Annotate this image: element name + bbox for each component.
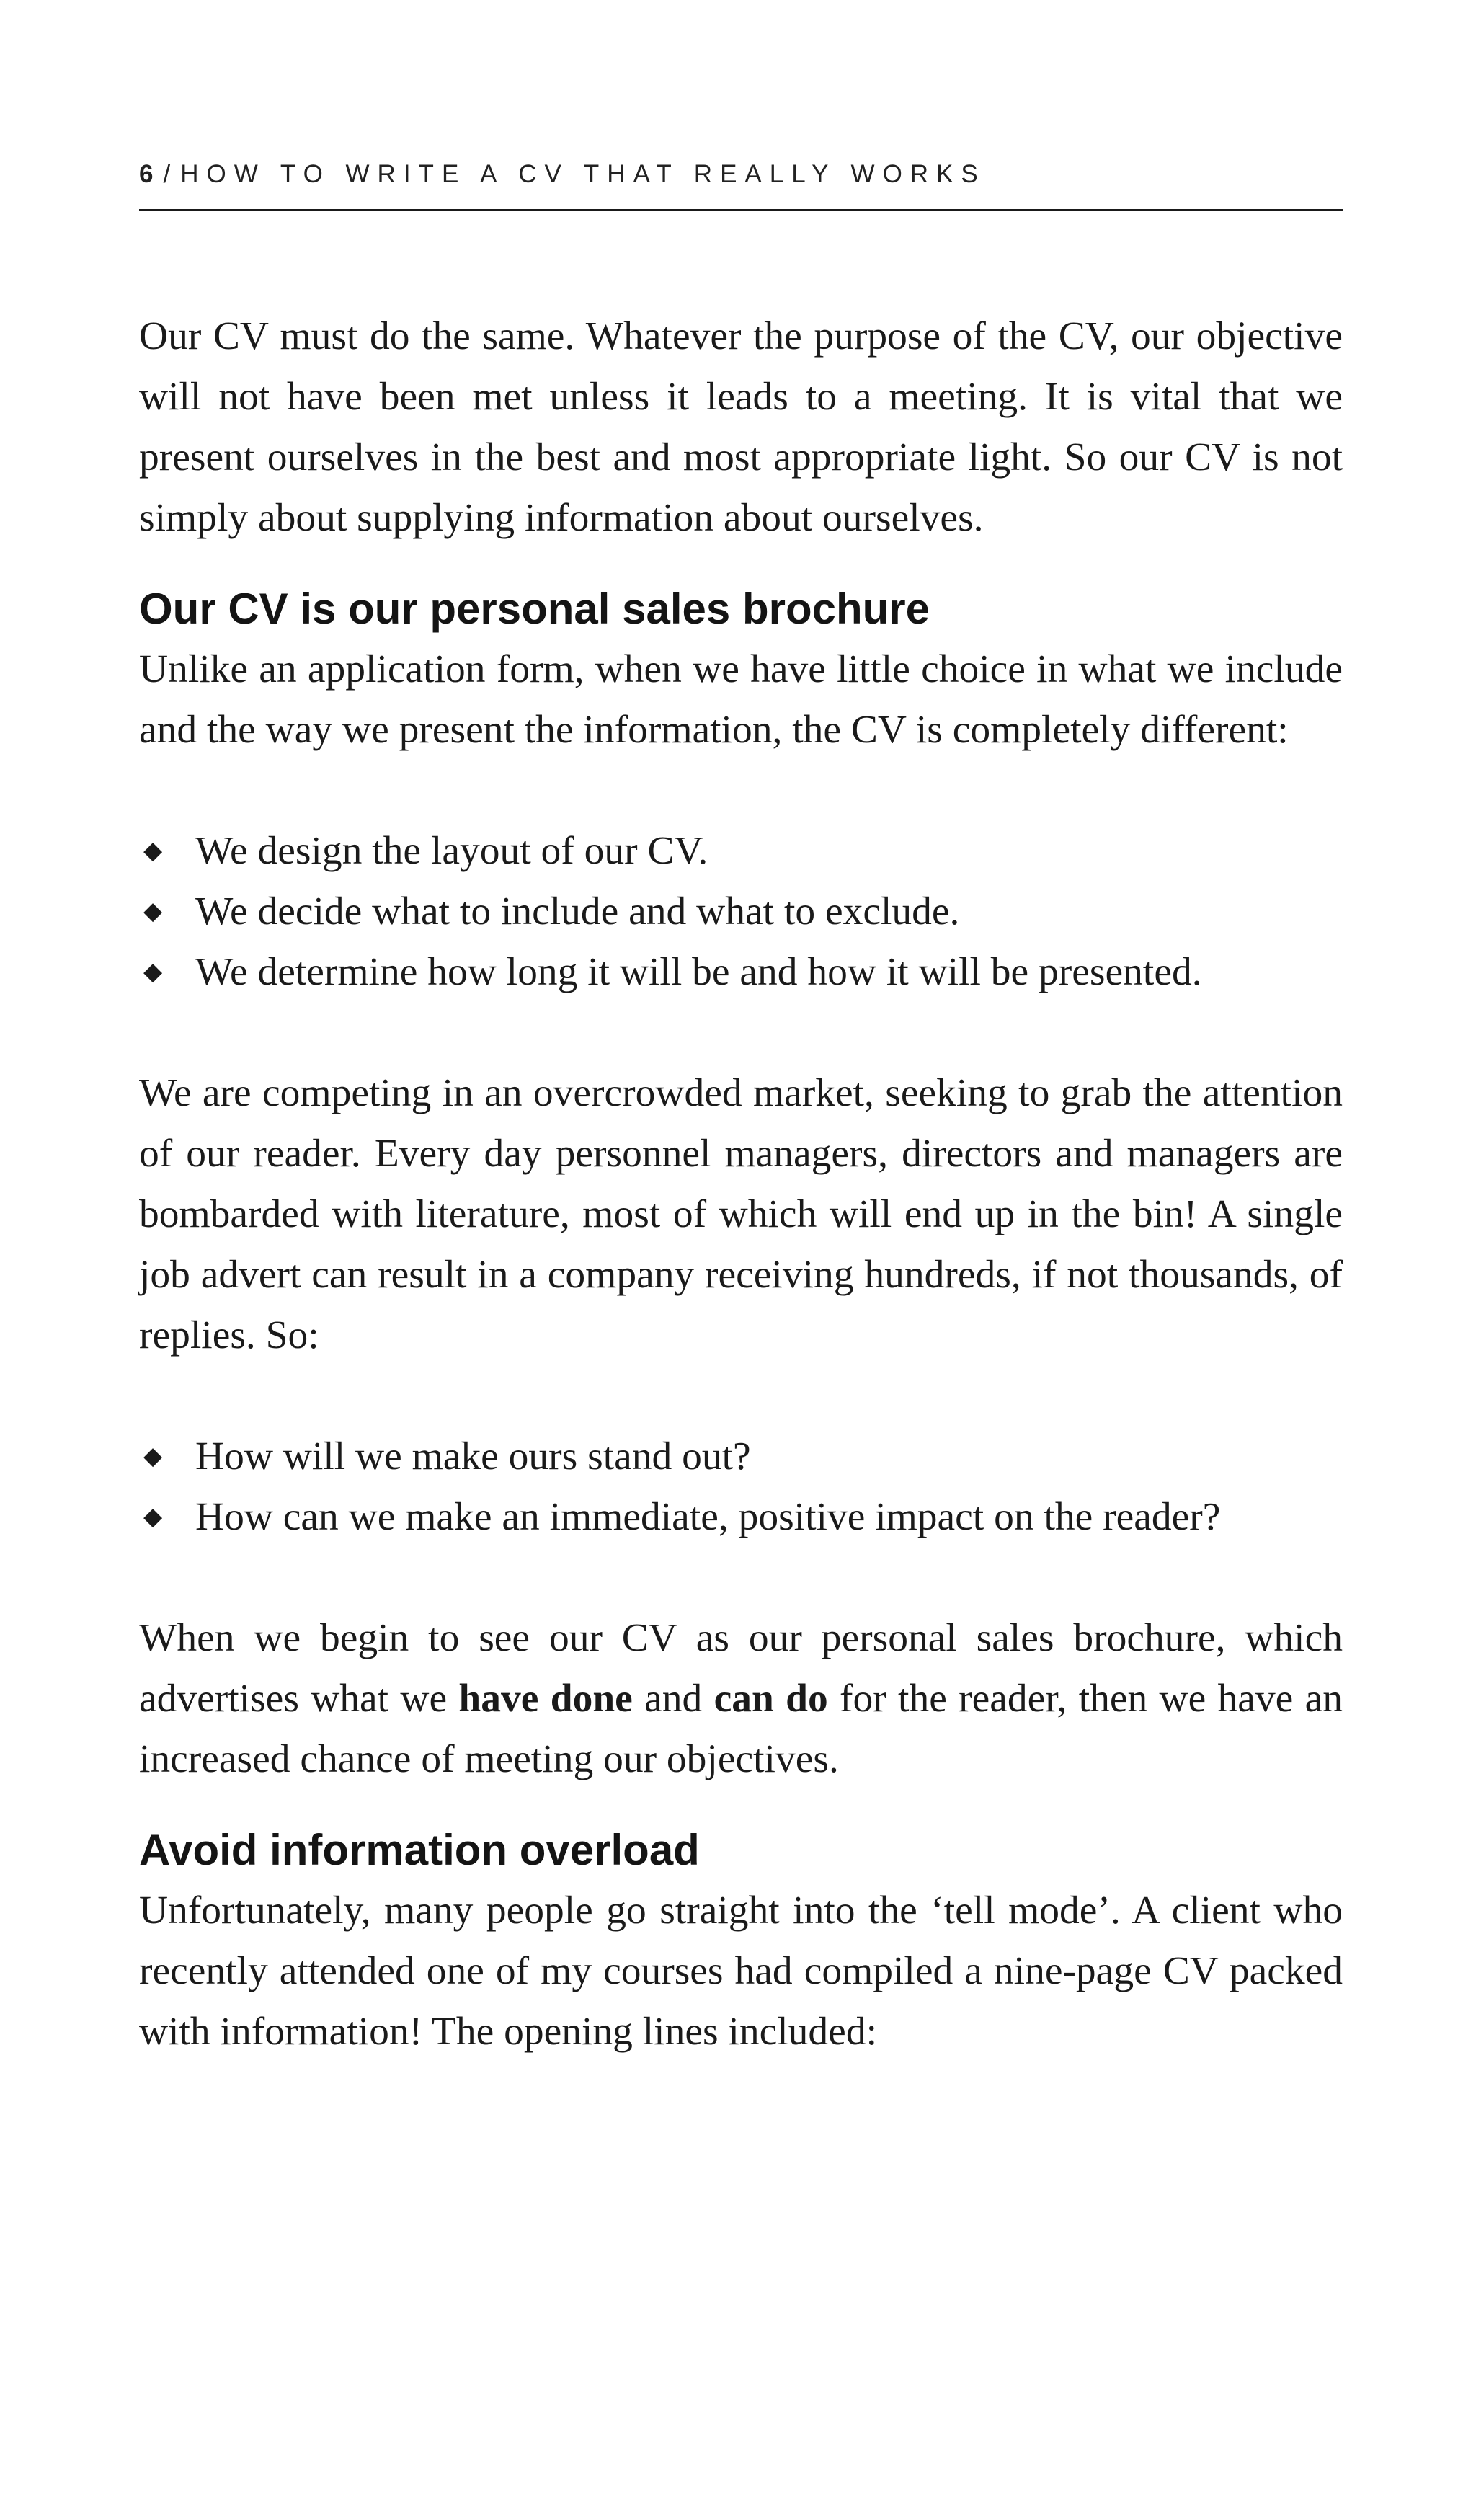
header-separator: / <box>163 160 171 188</box>
heading-overload: Avoid information overload <box>139 1826 700 1874</box>
header-rule <box>139 209 1343 211</box>
spacer <box>139 1366 1343 1427</box>
brochure-text-part2: and <box>632 1677 714 1721</box>
spacer <box>139 1003 1343 1063</box>
paragraph-competing: We are competing in an overcrowded market, seeking to grab the attention of our reader. Every day personnel managers, directors and managers are bombarded with literature, most of which will end up in the bin! A single job advert can result in a company receiving hundreds, if not thousands, of replies. So: <box>139 1071 1343 1357</box>
diamond-bullet-icon: ◆ <box>143 1443 163 1470</box>
list-item <box>139 1427 1343 1487</box>
brochure-bold-can-do: can do <box>713 1677 828 1721</box>
brochure-text-part3: for the reader, then we have an increased chance of meeting our objectives. <box>139 1677 1343 1781</box>
list-item <box>139 821 1343 882</box>
paragraph-sales-intro: Unlike an application form, when we have little choice in what we include and the way we present the information, the CV is completely different: <box>139 647 1343 752</box>
list-item <box>139 882 1343 942</box>
running-title: HOW TO WRITE A CV THAT REALLY WORKS <box>180 160 986 188</box>
list-item-text: We design the layout of our CV. <box>195 829 708 873</box>
diamond-bullet-icon: ◆ <box>143 959 163 985</box>
page-number: 6 <box>139 160 154 188</box>
brochure-bold-have-done: have done <box>458 1677 633 1721</box>
paragraph-brochure <box>139 1608 1343 1790</box>
diamond-bullet-icon: ◆ <box>143 1504 163 1530</box>
spacer <box>139 760 1343 821</box>
list-item <box>139 1487 1343 1548</box>
list-item-text: How will we make ours stand out? <box>195 1434 751 1478</box>
bullet-list-design <box>139 821 1343 1003</box>
paragraph-overload: Unfortunately, many people go straight into the ‘tell mode’. A client who recently attended one of my courses had compiled a nine-page CV packed with information! The opening lines included: <box>139 1889 1343 2054</box>
list-item-text: How can we make an immediate, positive impact on the reader? <box>195 1495 1221 1539</box>
spacer <box>139 549 1343 579</box>
spacer <box>139 1790 1343 1820</box>
list-item-text: We determine how long it will be and how it will be presented. <box>195 950 1202 994</box>
paragraph-intro: Our CV must do the same. Whatever the purpose of the CV, our objective will not have been met unless it leads to a meeting. It is vital that we present ourselves in the best and most appropriate light. So our CV is not simply about supplying information about ourselves. <box>139 314 1343 540</box>
heading-sales-brochure: Our CV is our personal sales brochure <box>139 585 930 633</box>
diamond-bullet-icon: ◆ <box>143 898 163 925</box>
bullet-list-questions <box>139 1427 1343 1548</box>
list-item <box>139 942 1343 1003</box>
diamond-bullet-icon: ◆ <box>143 838 163 864</box>
running-header <box>139 160 1343 189</box>
body-text <box>139 306 1343 2062</box>
spacer <box>139 1548 1343 1608</box>
brochure-text-part1: When we begin to see our CV as our personal sales brochure, which advertises what we <box>139 1616 1343 1721</box>
list-item-text: We decide what to include and what to exclude. <box>195 889 960 933</box>
